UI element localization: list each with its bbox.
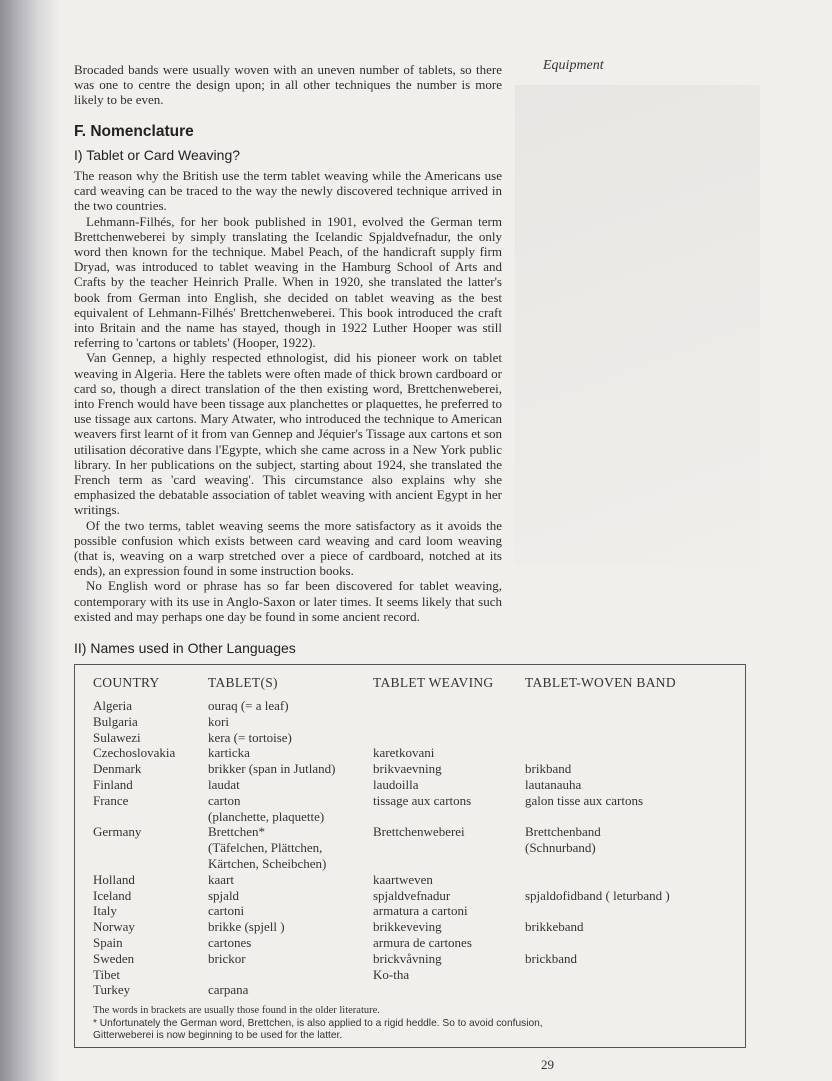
table-cell: kaartweven [373,871,433,887]
column-header: TABLET-WOVEN BAND [525,675,676,690]
table-cell: brikkeveving [373,919,442,935]
bleed-through-area [515,85,760,565]
table-cell: Iceland [93,887,132,903]
table-cell [525,935,740,951]
table-cell: France [93,792,129,808]
table-cell: brikkeband [525,919,584,935]
table-cell: laudat [208,776,240,792]
table-cell [373,840,525,856]
table-cell [373,809,525,825]
table-cell: Brettchenweberei [373,824,465,840]
table-cell [373,730,525,746]
table-cell: brikband [525,761,572,777]
table-cell: Czechoslovakia [93,745,176,761]
table-cell: (Täfelchen, Plättchen, [208,840,323,856]
table-cell: kori [208,713,229,729]
table-footnotes [93,1005,733,1043]
table-cell: karetkovani [373,745,435,761]
table-cell [525,982,740,998]
paragraph: No English word or phrase has so far been discovered for tablet weaving, contemporary with its use in Anglo-Saxon or later times. It seems likely that such existed and may perhaps one day be found in some ancient record. [74,578,502,624]
column-country [93,675,188,998]
table-cell: Norway [93,919,135,935]
table-cell: ouraq (= a leaf) [208,698,289,713]
table-cell: Sweden [93,950,135,966]
table-cell: Turkey [93,982,131,998]
page-number: 29 [541,1057,554,1072]
paragraph: Van Gennep, a highly respected ethnologist, did his pioneer work on tablet weaving in Algeria. Here the tablets were often made of thick brown cardboard or card so, though a direct translation of the then existing word, Brettchenweberei, into French would have been tissage aux planchettes or plaquettes, he preferred to use tissage aux cartons. Mary Atwater, who introduced the technique to American weavers first learnt of it from van Gennep and Jéquier's Tissage aux cartons et son utilisation décorative dans l'Egypte, which she came across in a New York public library. In her publications on the subject, starting about 1924, she translated the French term as 'card weaving'. This circumstance also explains why she emphasized the debatable association of tablet weaving with ancient Egypt in her writings. [74,350,502,518]
table-cell: Ko-tha [373,966,410,982]
column-header: TABLET WEAVING [373,675,494,690]
table-cell: Germany [93,824,142,840]
paragraph: Of the two terms, tablet weaving seems the more satisfactory as it avoids the possible confusion which exists between card weaving and card loom weaving (that is, weaving on a warp stretched over a piece of cardboard, notched at its ends), an expression found in some instruction books. [74,517,502,579]
intro-paragraph: Brocaded bands were usually woven with an uneven number of tablets, so there was one to centre the design upon; in all other techniques the number is more likely to be even. [74,62,502,108]
column-header: TABLET(S) [208,675,278,690]
table-cell: cartoni [208,903,245,919]
table-cell: kera (= tortoise) [208,729,292,745]
table-cell: tissage aux cartons [373,792,472,808]
table-cell: Finland [93,776,133,792]
table-cell: carton [208,792,241,808]
table-cell: Italy [93,903,117,919]
paragraph: Lehmann-Filhés, for her book published in 1901, evolved the German term Brettchenweberei by simply translating the Icelandic Spjaldvefnadur, the only word then known for the technique. Mabel Peach, of the handicraft supply firm Dryad, was introduced to tablet weaving in the Hamburg School of Arts and Crafts by the teacher Heinrich Pralle. When in 1920, she translated the latter's book from German into English, she decided on tablet weaving as the best equivalent of Lehmann-Filhés' Brettchenweberei. This book introduced the craft into Britain and the name has stayed, though in 1922 Luther Hooper was still referring to 'cartons or tablets' (Hooper, 1922). [74,213,502,351]
table-cell [525,856,740,872]
table-cell [373,698,525,714]
paragraph: The reason why the British use the term tablet weaving while the Americans use card weaving can be traced to the way the newly discovered technique arrived in the two countries. [74,168,502,214]
table-cell: Brettchen* [208,824,266,840]
footnote-brackets: The words in brackets are usually those found in the older literature. [93,1005,380,1016]
table-cell: carpana [208,982,249,998]
table-cell: Denmark [93,761,142,777]
table-cell: Kärtchen, Scheibchen) [208,855,327,871]
table-cell [93,809,188,825]
table-cell: Holland [93,871,135,887]
table-cell: laudoilla [373,776,419,792]
table-cell: Sulawezi [93,729,141,745]
table-cell: brickband [525,950,577,966]
table-cell: Bulgaria [93,713,138,729]
table-cell [525,745,740,761]
footnote-brettchen: * Unfortunately the German word, Brettchen, is also applied to a rigid heddle. So to avoid confusion, [93,1017,543,1029]
table-cell: cartones [208,934,252,950]
table-cell [525,967,740,983]
table-cell [525,714,740,730]
table-cell [373,714,525,730]
column-header: COUNTRY [93,675,160,690]
column-bands [525,675,740,998]
table-cell [208,967,373,983]
running-header: Equipment [543,58,604,73]
table-cell [525,872,740,888]
table-cell: brickvåvning [373,950,442,966]
table-cell [93,856,188,872]
table-cell: armura de cartones [373,934,472,950]
table-cell: karticka [208,745,250,761]
table-cell: brikker (span in Jutland) [208,761,336,777]
main-text [74,168,502,624]
names-table [74,664,746,1048]
table-cell [525,698,740,714]
section-heading: F. Nomenclature [74,123,194,140]
table-cell: brikvaevning [373,761,442,777]
table-cell: lautanauha [525,776,582,792]
table-cell: galon tisse aux cartons [525,792,644,808]
column-tablets [208,675,373,998]
table-cell: spjaldofidband ( leturband ) [525,887,670,903]
column-weaving [373,675,525,998]
table-cell: Tibet [93,966,120,982]
table-cell: (Schnurband) [525,840,596,856]
table-cell [525,903,740,919]
table-cell [525,809,740,825]
table-cell [93,840,188,856]
table-cell [373,982,525,998]
subheading-other-languages: II) Names used in Other Languages [74,640,296,656]
table-cell: Spain [93,934,123,950]
table-cell: brickor [208,950,246,966]
table-cell: Brettchenband [525,824,601,840]
table-cell: kaart [208,871,234,887]
table-cell [373,856,525,872]
table-cell [525,730,740,746]
subheading-tablet-or-card: I) Tablet or Card Weaving? [74,147,241,163]
book-spine-shadow [0,0,60,1081]
table-cell: armatura a cartoni [373,903,468,919]
table-cell: spjald [208,887,240,903]
table-cell: (planchette, plaquette) [208,808,325,824]
table-cell: spjaldvefnadur [373,887,451,903]
table-cell: Algeria [93,698,132,713]
table-cell: brikke (spjell ) [208,919,285,935]
footnote-gitterweberei: Gitterweberei is now beginning to be used for the latter. [93,1030,343,1041]
